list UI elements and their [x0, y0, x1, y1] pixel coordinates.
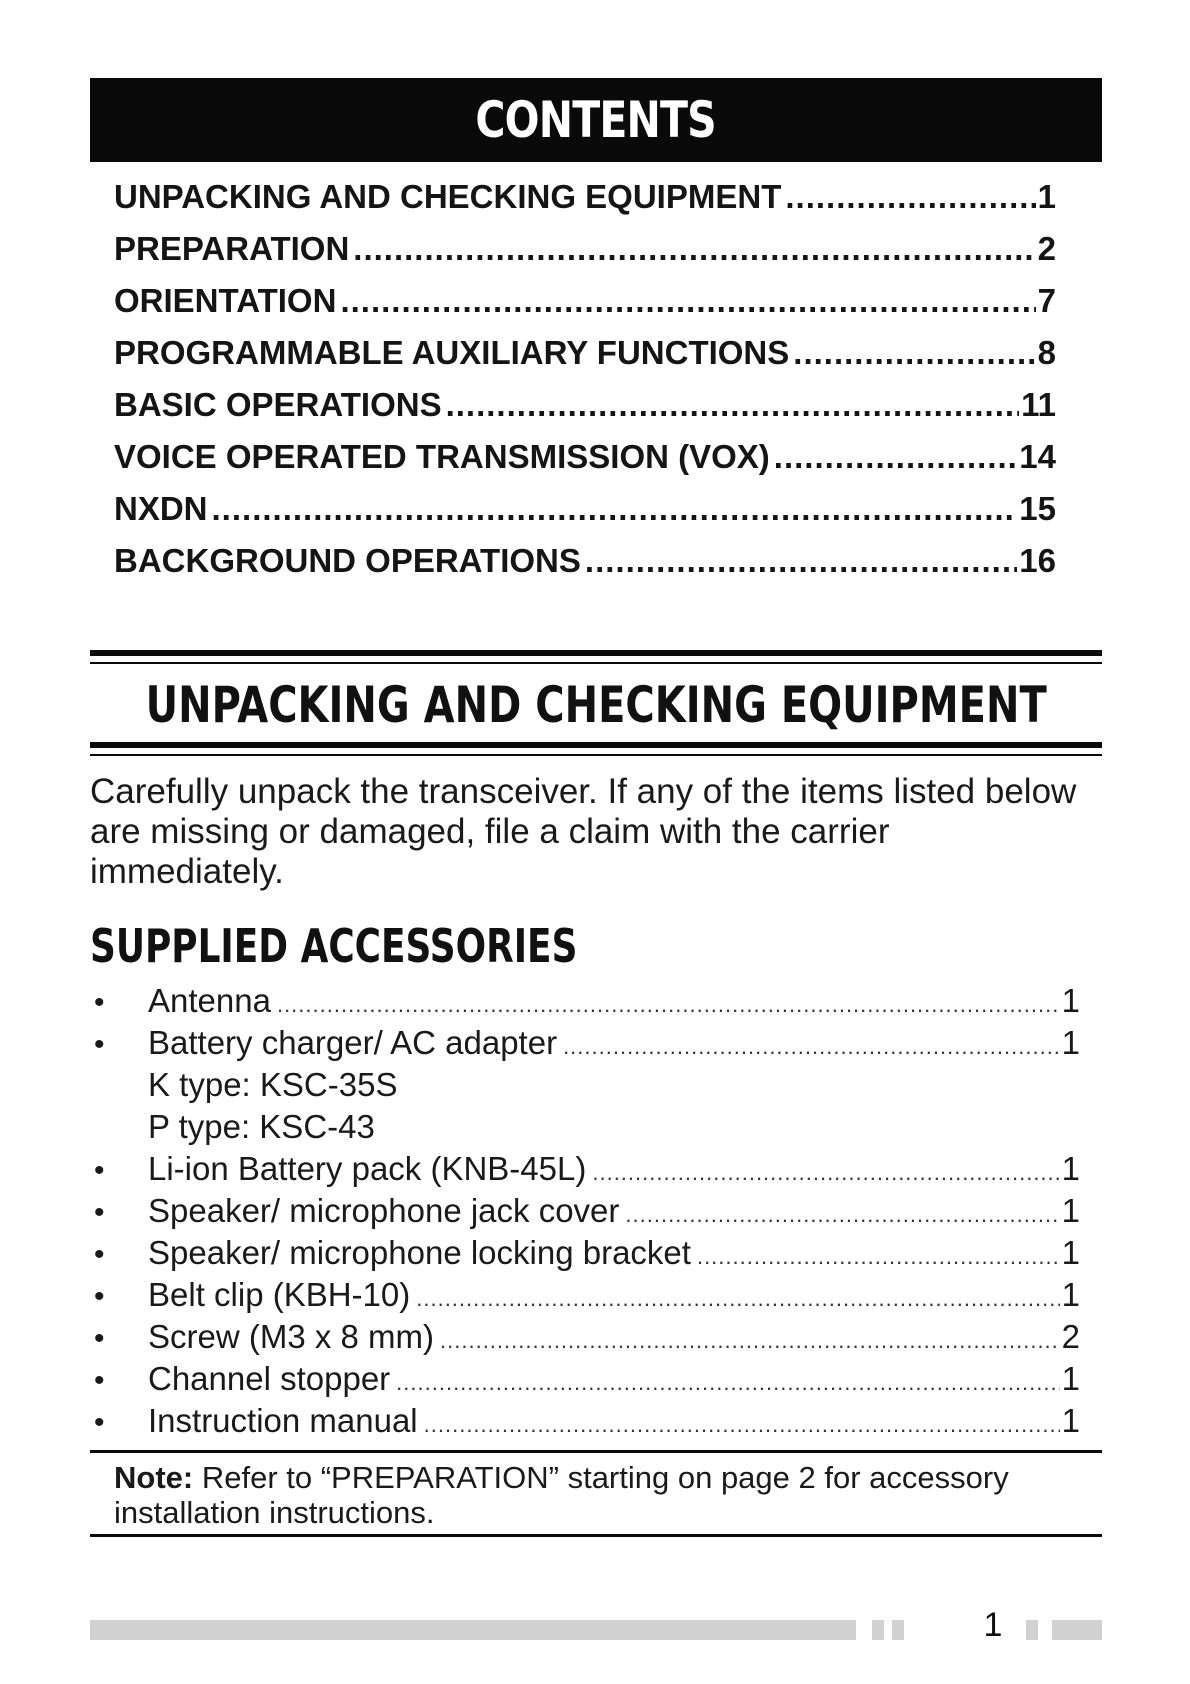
toc-entry-title: NXDN: [114, 490, 208, 527]
leader-dots: [440, 1328, 1060, 1354]
toc-entry-title: ORIENTATION: [114, 282, 337, 319]
toc-entry[interactable]: [114, 334, 1056, 386]
toc-entry[interactable]: [114, 438, 1056, 490]
footer-square: [872, 1620, 884, 1640]
bullet-icon: •: [94, 1154, 105, 1187]
accessory-quantity: 1: [1061, 1024, 1080, 1061]
accessory-name: Belt clip (KBH-10): [148, 1276, 411, 1313]
toc-leader-dots: [585, 542, 1017, 580]
note-rule-bottom: [90, 1534, 1102, 1537]
leader-dots: [416, 1286, 1059, 1312]
accessory-name: Instruction manual: [148, 1402, 418, 1439]
accessory-detail: K type: KSC-35S: [148, 1066, 398, 1103]
leader-dots: [592, 1160, 1059, 1186]
toc-entry-title: PREPARATION: [114, 230, 350, 267]
toc-entry-page: 11: [1021, 386, 1056, 423]
toc-leader-dots: [212, 490, 1018, 528]
accessory-quantity: 1: [1061, 982, 1080, 1019]
list-item: [90, 1150, 1080, 1192]
bullet-icon: •: [94, 1028, 105, 1061]
bullet-icon: •: [94, 1406, 105, 1439]
toc-entry[interactable]: [114, 386, 1056, 438]
bullet-icon: •: [94, 986, 105, 1019]
section-rule-bottom-thin: [90, 754, 1102, 756]
note-box: [114, 1460, 1074, 1530]
list-item: [90, 982, 1080, 1024]
bullet-icon: •: [94, 1196, 105, 1229]
toc-entry[interactable]: [114, 178, 1056, 230]
footer-square: [1026, 1620, 1038, 1640]
accessory-detail: P type: KSC-43: [148, 1108, 375, 1145]
accessory-name: Speaker/ microphone jack cover: [148, 1192, 620, 1229]
supplied-accessories-heading-text: SUPPLIED ACCESSORIES: [90, 919, 578, 973]
toc-leader-dots: [446, 386, 1020, 424]
toc-entry-title: VOICE OPERATED TRANSMISSION (VOX): [114, 438, 770, 475]
accessory-quantity: 1: [1061, 1234, 1080, 1271]
note-label: Note:: [114, 1460, 194, 1495]
footer-bar-right: [1052, 1620, 1102, 1640]
accessory-name: Screw (M3 x 8 mm): [148, 1318, 435, 1355]
toc-leader-dots: [793, 334, 1035, 372]
accessory-name: Speaker/ microphone locking bracket: [148, 1234, 691, 1271]
toc-entry-page: 8: [1037, 334, 1056, 371]
section-title: [90, 672, 1102, 738]
accessory-name: Channel stopper: [148, 1360, 391, 1397]
toc-entry-title: UNPACKING AND CHECKING EQUIPMENT: [114, 178, 782, 215]
note-text: Refer to “PREPARATION” starting on page 2 for accessory installation instructions.: [114, 1460, 1009, 1530]
accessories-list: [90, 982, 1080, 1444]
leader-dots: [563, 1034, 1060, 1060]
leader-dots: [396, 1370, 1059, 1396]
leader-dots: [277, 992, 1060, 1018]
contents-heading: CONTENTS: [475, 91, 717, 149]
leader-dots: [424, 1412, 1060, 1438]
table-of-contents: [114, 178, 1056, 594]
accessory-name: Battery charger/ AC adapter: [148, 1024, 558, 1061]
footer-bar-left: [90, 1620, 856, 1640]
list-item-detail: [90, 1108, 1080, 1150]
toc-entry-title: PROGRAMMABLE AUXILIARY FUNCTIONS: [114, 334, 790, 371]
accessory-quantity: 1: [1061, 1276, 1080, 1313]
toc-entry-page: 2: [1037, 230, 1056, 267]
toc-entry[interactable]: [114, 230, 1056, 282]
accessory-quantity: 2: [1061, 1318, 1080, 1355]
accessory-quantity: 1: [1061, 1360, 1080, 1397]
section-rule-top-thick: [90, 650, 1102, 656]
accessory-quantity: 1: [1061, 1150, 1080, 1187]
list-item: [90, 1276, 1080, 1318]
toc-entry-page: 7: [1037, 282, 1056, 319]
note-rule-top: [90, 1450, 1102, 1453]
section-rule-top-thin: [90, 662, 1102, 664]
contents-banner: [90, 78, 1102, 162]
toc-leader-dots: [340, 282, 1035, 320]
toc-entry[interactable]: [114, 490, 1056, 542]
toc-entry-page: 14: [1019, 438, 1056, 475]
list-item-detail: [90, 1066, 1080, 1108]
toc-leader-dots: [774, 438, 1018, 476]
toc-entry[interactable]: [114, 282, 1056, 334]
accessory-quantity: 1: [1061, 1402, 1080, 1439]
toc-entry[interactable]: [114, 542, 1056, 594]
section-title-text: UNPACKING AND CHECKING EQUIPMENT: [145, 676, 1047, 734]
accessory-name: Antenna: [148, 982, 271, 1019]
toc-entry-page: 15: [1019, 490, 1056, 527]
list-item: [90, 1402, 1080, 1444]
list-item: [90, 1234, 1080, 1276]
toc-entry-page: 16: [1019, 542, 1056, 579]
toc-entry-page: 1: [1037, 178, 1056, 215]
list-item: [90, 1360, 1080, 1402]
bullet-icon: •: [94, 1364, 105, 1397]
leader-dots: [625, 1202, 1059, 1228]
toc-entry-title: BASIC OPERATIONS: [114, 386, 442, 423]
section-rule-bottom-thick: [90, 742, 1102, 748]
footer-square: [892, 1620, 904, 1640]
accessory-name: Li-ion Battery pack (KNB-45L): [148, 1150, 587, 1187]
list-item: [90, 1318, 1080, 1360]
supplied-accessories-heading: [90, 918, 715, 974]
list-item: [90, 1192, 1080, 1234]
bullet-icon: •: [94, 1322, 105, 1355]
page-number: 1: [983, 1606, 1003, 1644]
accessory-quantity: 1: [1061, 1192, 1080, 1229]
toc-leader-dots: [785, 178, 1035, 216]
leader-dots: [697, 1244, 1060, 1270]
intro-paragraph: Carefully unpack the transceiver. If any of the items listed below are missing or damaged, file a claim with the carrier immediately.: [90, 772, 1077, 891]
bullet-icon: •: [94, 1280, 105, 1313]
list-item: [90, 1024, 1080, 1066]
bullet-icon: •: [94, 1238, 105, 1271]
toc-entry-title: BACKGROUND OPERATIONS: [114, 542, 581, 579]
toc-leader-dots: [353, 230, 1035, 268]
